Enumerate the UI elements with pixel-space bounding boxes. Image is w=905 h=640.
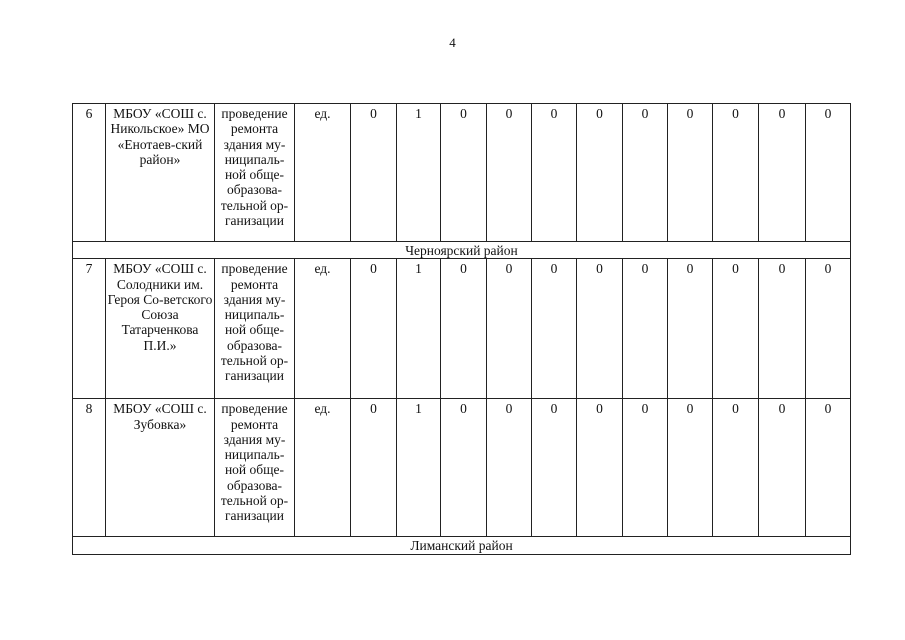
- value-cell: 0: [759, 399, 806, 537]
- value-cell: 0: [351, 399, 397, 537]
- organization-name: МБОУ «СОШ с. Солодники им. Героя Со-ветского Союза Татарченкова П.И.»: [106, 259, 215, 399]
- value-cell: 0: [806, 104, 851, 242]
- value-cell: 0: [623, 399, 668, 537]
- value-cell: 0: [577, 104, 623, 242]
- row-number: 6: [73, 104, 106, 242]
- data-table: [72, 103, 851, 555]
- unit-cell: ед.: [295, 259, 351, 399]
- value-cell: 0: [806, 259, 851, 399]
- district-row: [73, 242, 851, 259]
- page-number: 4: [449, 35, 456, 50]
- district-heading: Лиманский район: [73, 537, 851, 554]
- value-cell: 0: [441, 399, 487, 537]
- value-cell: 1: [397, 399, 441, 537]
- unit-cell: ед.: [295, 104, 351, 242]
- organization-name: МБОУ «СОШ с. Никольское» МО «Енотаев-ский район»: [106, 104, 215, 242]
- value-cell: 0: [351, 259, 397, 399]
- value-cell: 0: [806, 399, 851, 537]
- value-cell: 0: [577, 399, 623, 537]
- value-cell: 0: [623, 259, 668, 399]
- value-cell: 0: [441, 259, 487, 399]
- table-row: [73, 259, 851, 399]
- value-cell: 0: [532, 399, 577, 537]
- activity-description: проведение ремонта здания му-ниципаль-ной обще-образова-тельной ор-ганизации: [215, 104, 295, 242]
- organization-name: МБОУ «СОШ с. Зубовка»: [106, 399, 215, 537]
- value-cell: 0: [487, 259, 532, 399]
- value-cell: 0: [487, 104, 532, 242]
- value-cell: 0: [713, 104, 759, 242]
- unit-cell: ед.: [295, 399, 351, 537]
- value-cell: 0: [487, 399, 532, 537]
- district-row: [73, 537, 851, 554]
- activity-description: проведение ремонта здания му-ниципаль-ной обще-образова-тельной ор-ганизации: [215, 399, 295, 537]
- table-row: [73, 104, 851, 242]
- value-cell: 0: [713, 399, 759, 537]
- value-cell: 0: [759, 104, 806, 242]
- value-cell: 0: [713, 259, 759, 399]
- table-row: [73, 399, 851, 537]
- value-cell: 0: [441, 104, 487, 242]
- value-cell: 0: [623, 104, 668, 242]
- value-cell: 0: [532, 104, 577, 242]
- value-cell: 0: [668, 259, 713, 399]
- value-cell: 0: [668, 104, 713, 242]
- value-cell: 1: [397, 104, 441, 242]
- activity-description: проведение ремонта здания му-ниципаль-ной обще-образова-тельной ор-ганизации: [215, 259, 295, 399]
- district-heading: Черноярский район: [73, 242, 851, 259]
- value-cell: 0: [532, 259, 577, 399]
- row-number: 7: [73, 259, 106, 399]
- value-cell: 0: [351, 104, 397, 242]
- value-cell: 0: [668, 399, 713, 537]
- value-cell: 0: [759, 259, 806, 399]
- value-cell: 0: [577, 259, 623, 399]
- row-number: 8: [73, 399, 106, 537]
- value-cell: 1: [397, 259, 441, 399]
